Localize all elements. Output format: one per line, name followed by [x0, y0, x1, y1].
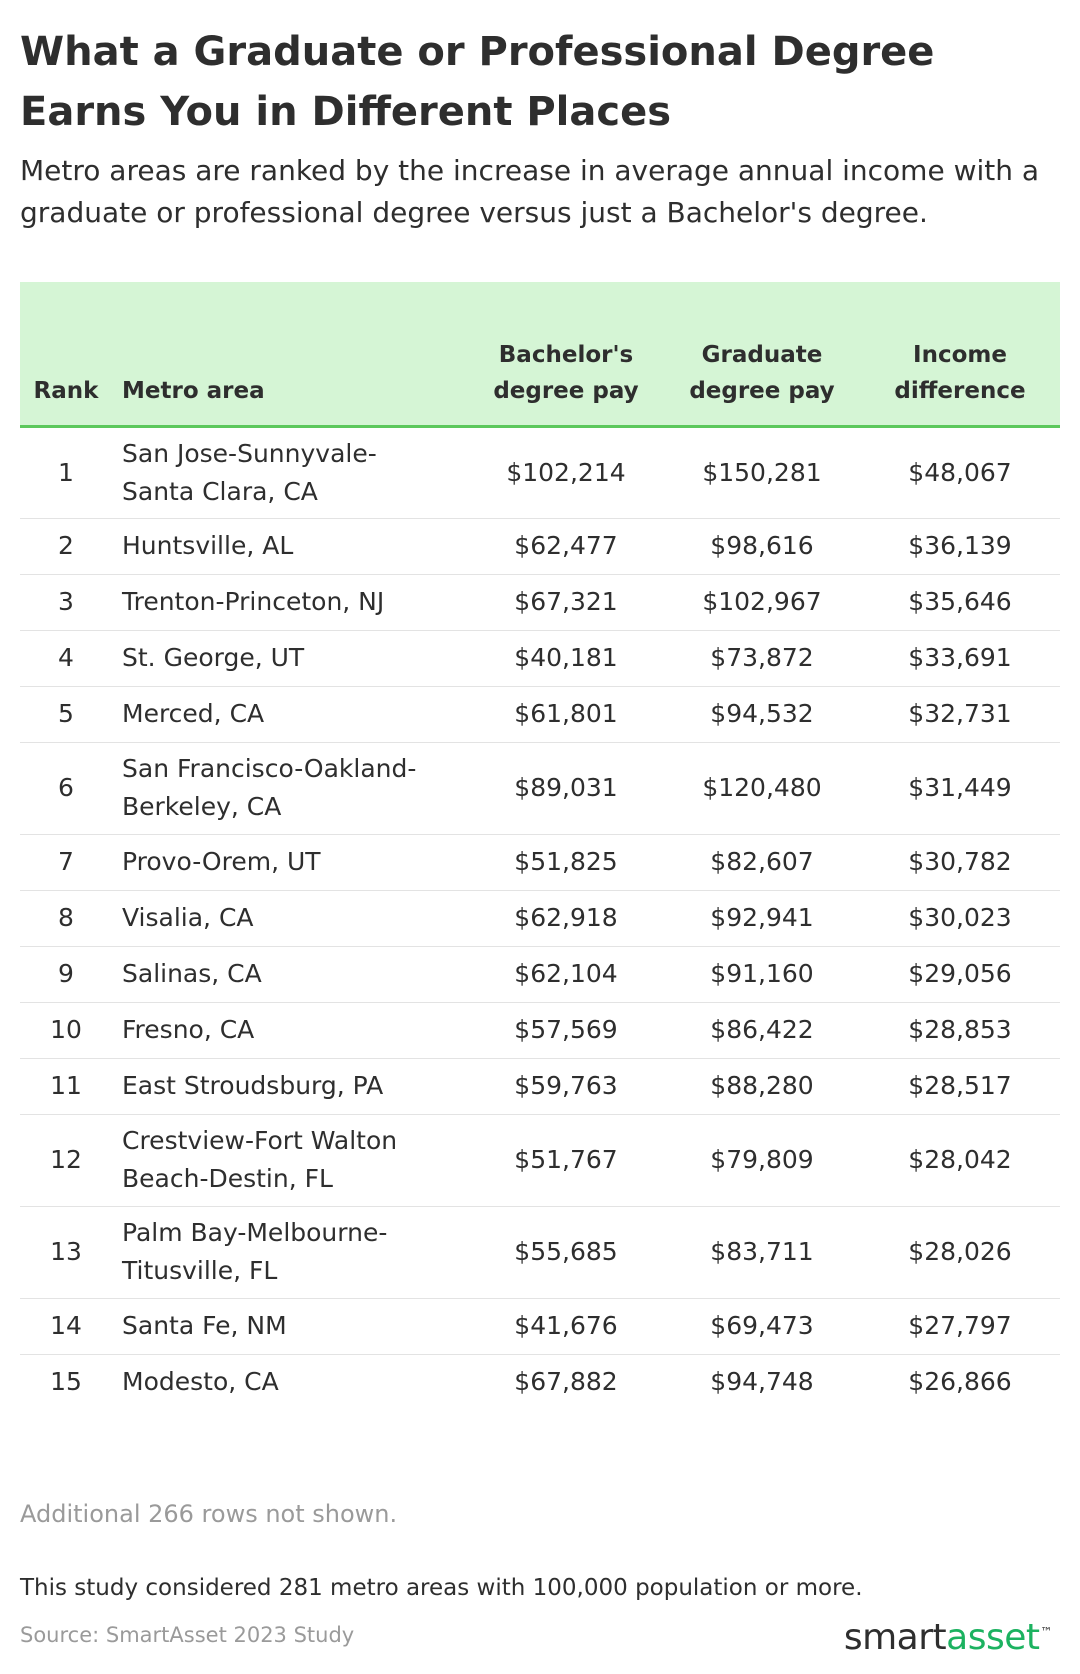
table-row — [20, 946, 1060, 1002]
column-header-rank: Rank — [20, 282, 112, 426]
cell-metro-area: Palm Bay-Melbourne-Titusville, FL — [112, 1206, 468, 1298]
logo-text-smart: smart — [843, 1617, 947, 1658]
cell-rank: 4 — [20, 630, 112, 686]
table-row — [20, 1298, 1060, 1354]
cell-graduate-pay: $120,480 — [664, 742, 860, 834]
cell-bachelors-pay: $62,918 — [468, 890, 664, 946]
cell-bachelors-pay: $57,569 — [468, 1002, 664, 1058]
cell-rank: 6 — [20, 742, 112, 834]
table-row — [20, 518, 1060, 574]
cell-graduate-pay: $94,532 — [664, 686, 860, 742]
column-header-metro: Metro area — [112, 282, 468, 426]
cell-income-difference: $33,691 — [860, 630, 1060, 686]
logo-text-asset: asset — [946, 1617, 1040, 1658]
cell-rank: 13 — [20, 1206, 112, 1298]
table-row — [20, 426, 1060, 518]
cell-graduate-pay: $98,616 — [664, 518, 860, 574]
cell-rank: 15 — [50, 1367, 82, 1397]
column-header-graduate: Graduate degree pay — [664, 282, 860, 426]
cell-rank: 11 — [20, 1058, 112, 1114]
table-row — [20, 890, 1060, 946]
table-row — [20, 1206, 1060, 1298]
cell-graduate-pay: $82,607 — [664, 834, 860, 890]
cell-income-difference: $30,023 — [860, 890, 1060, 946]
cell-rank: 12 — [20, 1114, 112, 1206]
cell-graduate-pay: $73,872 — [664, 630, 860, 686]
source-note: Source: SmartAsset 2023 Study — [20, 1623, 355, 1647]
cell-metro-area: Fresno, CA — [112, 1002, 468, 1058]
cell-bachelors-pay: $55,685 — [468, 1206, 664, 1298]
cell-rank: 8 — [20, 890, 112, 946]
cell-bachelors-pay: $62,477 — [468, 518, 664, 574]
cell-rank: 7 — [20, 834, 112, 890]
cell-bachelors-pay: $41,676 — [468, 1298, 664, 1354]
cell-metro-area: Crestview-Fort Walton Beach-Destin, FL — [112, 1114, 468, 1206]
cell-metro-area: San Francisco-Oakland-Berkeley, CA — [112, 742, 468, 834]
cell-bachelors-pay: $40,181 — [468, 630, 664, 686]
cell-income-difference: $35,646 — [860, 574, 1060, 630]
cell-metro-area: East Stroudsburg, PA — [112, 1058, 468, 1114]
cell-income-difference: $31,449 — [860, 742, 1060, 834]
cell-metro-area: San Jose-Sunnyvale-Santa Clara, CA — [112, 426, 468, 518]
cell-rank: 3 — [20, 574, 112, 630]
cell-income-difference: $30,782 — [860, 834, 1060, 890]
cell-rank: 14 — [20, 1298, 112, 1354]
cell-graduate-pay: $150,281 — [664, 426, 860, 518]
smartasset-logo — [844, 1612, 1052, 1658]
table-row — [20, 574, 1060, 630]
cell-metro-area: Trenton-Princeton, NJ — [112, 574, 468, 630]
cell-rank: 1 — [20, 426, 112, 518]
cell-bachelors-pay: $102,214 — [468, 426, 664, 518]
page-title: What a Graduate or Professional Degree Earns You in Different Places — [20, 29, 935, 135]
table-row — [20, 630, 1060, 686]
cell-rank: 5 — [20, 686, 112, 742]
cell-graduate-pay: $91,160 — [664, 946, 860, 1002]
table-body — [20, 426, 1060, 1410]
table-row — [20, 686, 1060, 742]
study-note: This study considered 281 metro areas with 100,000 population or more. — [20, 1575, 863, 1601]
cell-income-difference: $36,139 — [860, 518, 1060, 574]
column-header-bachelors: Bachelor's degree pay — [468, 282, 664, 426]
cell-metro-area: Huntsville, AL — [112, 518, 468, 574]
cell-graduate-pay: $94,748 — [710, 1367, 814, 1397]
cell-metro-area: Modesto, CA — [122, 1367, 279, 1397]
column-header-difference: Income difference — [860, 282, 1060, 426]
cell-metro-area: Santa Fe, NM — [112, 1298, 468, 1354]
cell-graduate-pay: $83,711 — [664, 1206, 860, 1298]
cell-graduate-pay: $86,422 — [664, 1002, 860, 1058]
cell-bachelors-pay: $51,825 — [468, 834, 664, 890]
cell-metro-area: Visalia, CA — [112, 890, 468, 946]
table-row — [20, 1114, 1060, 1206]
table-header-row — [20, 282, 1060, 426]
cell-graduate-pay: $102,967 — [664, 574, 860, 630]
cell-bachelors-pay: $59,763 — [468, 1058, 664, 1114]
rows-not-shown-note: Additional 266 rows not shown. — [20, 1500, 398, 1528]
cell-rank: 2 — [20, 518, 112, 574]
cell-graduate-pay: $79,809 — [664, 1114, 860, 1206]
cell-bachelors-pay: $89,031 — [468, 742, 664, 834]
cell-income-difference: $29,056 — [860, 946, 1060, 1002]
cell-bachelors-pay: $67,882 — [514, 1367, 618, 1397]
cell-rank: 9 — [20, 946, 112, 1002]
ranking-table — [20, 282, 1060, 1410]
page-subtitle: Metro areas are ranked by the increase in average annual income with a graduate or professional degree versus just a Bachelor's degree. — [20, 154, 1040, 229]
cell-graduate-pay: $88,280 — [664, 1058, 860, 1114]
cell-rank: 10 — [20, 1002, 112, 1058]
cell-income-difference: $48,067 — [860, 426, 1060, 518]
cell-metro-area: St. George, UT — [112, 630, 468, 686]
cell-income-difference: $26,866 — [908, 1367, 1012, 1397]
table-row — [20, 834, 1060, 890]
cell-bachelors-pay: $61,801 — [468, 686, 664, 742]
cell-graduate-pay: $92,941 — [664, 890, 860, 946]
ranking-table-container — [20, 282, 1060, 1410]
cell-metro-area: Provo-Orem, UT — [112, 834, 468, 890]
cell-metro-area: Salinas, CA — [112, 946, 468, 1002]
table-row — [20, 1354, 1060, 1410]
cell-graduate-pay: $69,473 — [664, 1298, 860, 1354]
cell-income-difference: $32,731 — [860, 686, 1060, 742]
cell-bachelors-pay: $51,767 — [468, 1114, 664, 1206]
logo-trademark: ™ — [1040, 1625, 1052, 1639]
cell-income-difference: $28,026 — [860, 1206, 1060, 1298]
cell-income-difference: $28,517 — [860, 1058, 1060, 1114]
cell-metro-area: Merced, CA — [112, 686, 468, 742]
cell-income-difference: $28,042 — [860, 1114, 1060, 1206]
cell-income-difference: $28,853 — [860, 1002, 1060, 1058]
cell-income-difference: $27,797 — [860, 1298, 1060, 1354]
table-row — [20, 1058, 1060, 1114]
table-row — [20, 742, 1060, 834]
cell-bachelors-pay: $67,321 — [468, 574, 664, 630]
cell-bachelors-pay: $62,104 — [468, 946, 664, 1002]
table-row — [20, 1002, 1060, 1058]
